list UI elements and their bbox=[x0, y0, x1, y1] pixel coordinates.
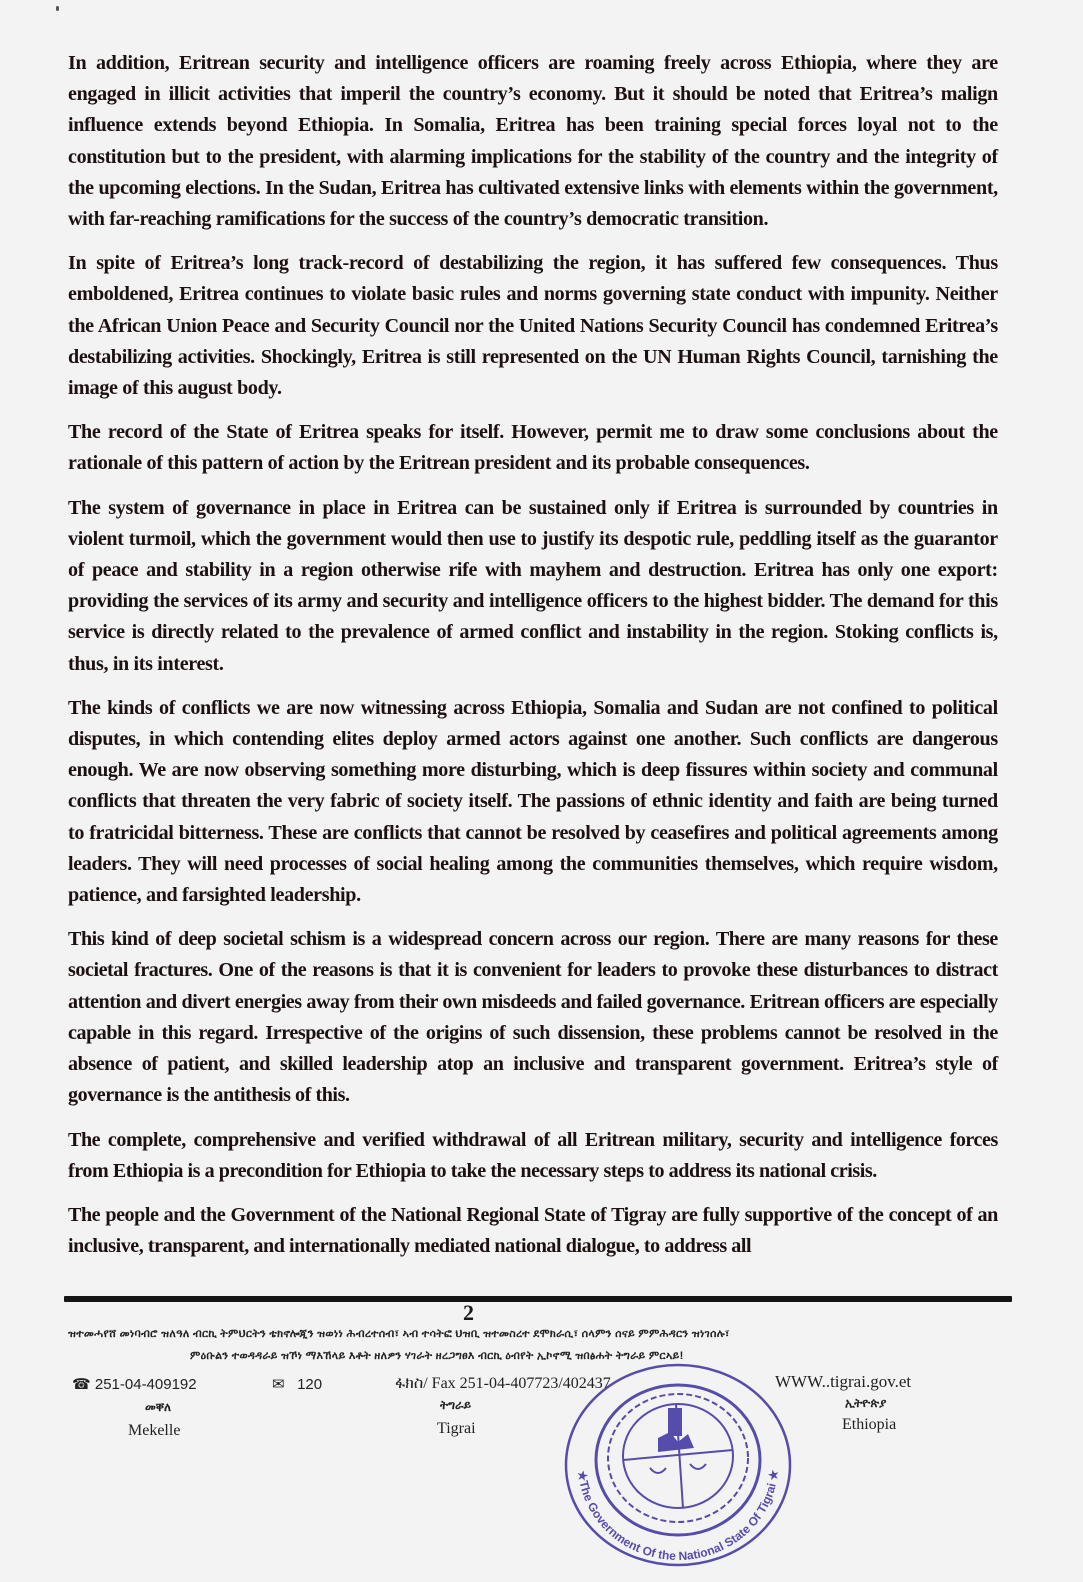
city-mekelle: Mekelle bbox=[128, 1422, 181, 1439]
city-amharic-mekelle: መቐለ bbox=[145, 1400, 172, 1414]
pobox-contact bbox=[272, 1375, 322, 1393]
paragraph-3: The record of the State of Eritrea speaks for itself. However, permit me to draw some conclusions about the rationale of this pattern of action by the Eritrean president and its probable consequences. bbox=[68, 421, 998, 475]
fax-number: Fax 251-04-407723/402437 bbox=[431, 1375, 611, 1392]
paragraph-4: The system of governance in place in Eritrea can be sustained only if Eritrea is surrounded by countries in violent turmoil, which the government would then use to justify its despotic rule, peddling itself as the guarantor of peace and stability in a region otherwise rife with mayhem and destruction. Eritrea has only one export: providing the services of its army and security and intelligence officers to the highest bidder. The demand for this service is directly related to the prevalence of armed conflict and instability in the region. Stoking conflicts is, thus, in its interest. bbox=[68, 496, 998, 675]
phone-icon: ☎ bbox=[72, 1376, 91, 1393]
fax-label-amharic: ፋክስ/ bbox=[395, 1375, 428, 1392]
motto-line-2: ምዕቡልን ተወዳዳራይ ዝኾነ ማእኸላይ እቶት ዘለዎን ሃገራት ዘረጋግፀእ ብርኪ ዕብየት ኢኮኖሚ ዝበፅሐት ትግራይ ምርኣይ! bbox=[190, 1350, 684, 1362]
region-amharic-tigrai: ትግራይ bbox=[440, 1398, 472, 1412]
torch-icon bbox=[668, 1408, 682, 1436]
envelope-icon: ✉ bbox=[272, 1376, 285, 1393]
official-stamp bbox=[558, 1360, 798, 1570]
stamp-middle-ring bbox=[596, 1385, 760, 1535]
paragraph-5: The kinds of conflicts we are now witnessing across Ethiopia, Somalia and Sudan are not confined to political disputes, in which contending elites deploy armed actors against one another. Such conflicts are dangerous enough. We are now observing something more disturbing, which is deep fissures within society and communal conflicts that threaten the very fabric of society itself. The passions of ethnic identity and faith are being turned to fratricidal bitterness. These are conflicts that cannot be resolved by ceasefires and political agreements among leaders. They will need processes of social healing among the communities themselves, which require wisdom, patience, and farsighted leadership. bbox=[68, 696, 998, 907]
country-ethiopia: Ethiopia bbox=[842, 1416, 897, 1433]
paragraph-7: The complete, comprehensive and verified withdrawal of all Eritrean military, security and intelligence forces from Ethiopia is a precondition for Ethiopia to take the necessary steps to address its national crisis. bbox=[68, 1128, 998, 1182]
stamp-text: ★The Government Of the National State Of Tigrai ★ bbox=[575, 1468, 781, 1564]
footer-rule bbox=[64, 1296, 1012, 1302]
paragraph-2: In spite of Eritrea’s long track-record of destabilizing the region, it has suffered few consequences. Thus emboldened, Eritrea continues to violate basic rules and norms governing state conduct with impunity. Neither the African Union Peace and Security Council nor the United Nations Security Council has condemned Eritrea’s destabilizing activities. Shockingly, Eritrea is still represented on the UN Human Rights Council, tarnishing the image of this august body. bbox=[68, 252, 998, 400]
region-tigrai: Tigrai bbox=[437, 1420, 476, 1437]
paragraph-1: In addition, Eritrean security and intelligence officers are roaming freely across Ethiopia, where they are engaged in illicit activities that imperil the country’s economy. But it should be noted that Eritrea’s malign influence extends beyond Ethiopia. In Somalia, Eritrea has been training special forces loyal not to the constitution but to the president, with alarming implications for the stability of the country and the integrity of the upcoming elections. In the Sudan, Eritrea has cultivated extensive links with elements within the government, with far-reaching ramifications for the success of the country’s democratic transition. bbox=[68, 52, 998, 231]
phone-number: 251-04-409192 bbox=[94, 1376, 197, 1393]
pobox-number: 120 bbox=[297, 1376, 323, 1393]
scan-speck bbox=[56, 6, 59, 11]
document-body bbox=[68, 48, 1012, 1275]
country-amharic-ethiopia: ኢትዮጵያ bbox=[845, 1396, 887, 1410]
phone-contact bbox=[72, 1375, 197, 1393]
paragraph-8: The people and the Government of the National Regional State of Tigray are fully supportive of the concept of an inclusive, transparent, and internationally mediated national dialogue, to address all bbox=[68, 1203, 998, 1258]
paragraph-6: This kind of deep societal schism is a widespread concern across our region. There are many reasons for these societal fractures. One of the reasons is that it is convenient for leaders to provoke these disturbances to distract attention and divert energies away from their own misdeeds and failed governance. Eritrean officers are especially capable in this regard. Irrespective of the origins of such dissension, these problems cannot be resolved in the absence of patient, and skilled leadership atop an inclusive and transparent government. Eritrea’s style of governance is the antithesis of this. bbox=[68, 928, 998, 1107]
motto-line-1: ዝተመሓየሸ መነባብሮ ዝለዓለ ብርኪ ትምህርትን ቴክኖሎጂን ዝወነነ ሕብረተሰብ፣ ኣብ ተሳትፎ ህዝቢ ዝተመስረተ ደሞክራሲ፣ ሰላምን ሰናይ ምምሕዳርን ዝነገሰሉ፣ bbox=[68, 1328, 730, 1340]
website-link[interactable]: WWW..tigrai.gov.et bbox=[775, 1372, 912, 1391]
stamp-cross-h bbox=[623, 1450, 733, 1460]
page-number: 2 bbox=[463, 1300, 474, 1325]
scales-icon bbox=[650, 1464, 706, 1473]
